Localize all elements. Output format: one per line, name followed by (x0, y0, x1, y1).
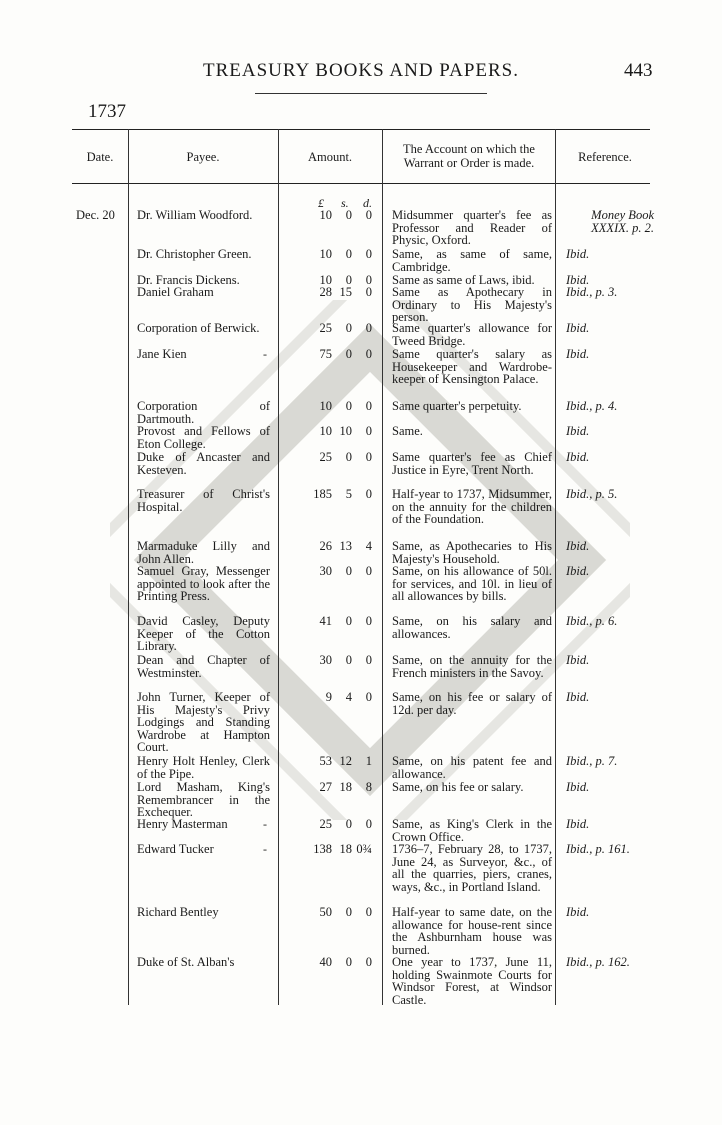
amount-pence: 0 (365, 247, 372, 261)
amount-pounds: 28 (319, 285, 332, 299)
year-label: 1737 (88, 101, 126, 122)
amount-shillings: 0 (345, 955, 352, 969)
amount-shillings: 0 (345, 564, 352, 578)
payee-cell: Corporation of Berwick. (137, 321, 260, 335)
amount-pounds: 10 (319, 247, 332, 261)
amount-pence: 0 (365, 285, 372, 299)
amount-pounds: 40 (319, 955, 332, 969)
reference-cell: Ibid. (566, 905, 590, 919)
amount-pence: 1 (365, 754, 372, 768)
payee-cell: Duke of St. Alban's (137, 955, 235, 969)
amount-pounds: 75 (319, 347, 332, 361)
amount-pence: 0 (365, 955, 372, 969)
amount-pence: 0 (365, 690, 372, 704)
amount-pounds: 25 (319, 817, 332, 831)
amount-pounds: 25 (319, 321, 332, 335)
pence-symbol: d. (363, 196, 372, 210)
account-cell: Same as same of Laws, ibid. (392, 273, 535, 287)
header-payee: Payee. (186, 150, 220, 164)
account-cell: Same, on his patent fee and allowance. (392, 754, 552, 781)
amount-shillings: 10 (339, 424, 352, 438)
amount-shillings: 0 (345, 817, 352, 831)
reference-cell: Ibid., p. 162. (566, 955, 630, 969)
amount-shillings: 4 (345, 690, 352, 704)
column-divider (555, 129, 556, 1005)
amount-pounds: 138 (313, 842, 332, 856)
payee-cell: Edward Tucker (137, 842, 214, 856)
amount-pounds: 50 (319, 905, 332, 919)
payee-cell: Samuel Gray, Messenger appointed to look after the Printing Press. (137, 564, 270, 603)
amount-pence: 0 (365, 347, 372, 361)
amount-pence: 0 (365, 450, 372, 464)
amount-shillings: 0 (345, 614, 352, 628)
payee-cell: Provost and Fellows of Eton College. (137, 424, 270, 451)
amount-shillings: 13 (339, 539, 352, 553)
amount-pounds: 53 (319, 754, 332, 768)
payee-cell: Dr. Francis Dickens. (137, 273, 240, 287)
account-cell: Same, on his fee or salary of 12d. per day. (392, 690, 552, 717)
reference-cell: Ibid. (566, 347, 590, 361)
amount-pence: 0 (365, 208, 372, 222)
account-cell: Same, as Apothecaries to His Majesty's Household. (392, 539, 552, 566)
leader-dash: - (263, 347, 267, 361)
amount-pence: 0 (365, 424, 372, 438)
account-cell: Midsummer quarter's fee as Professor and Reader of Physic, Oxford. (392, 208, 552, 247)
amount-pounds: 10 (319, 208, 332, 222)
account-cell: Same, as King's Clerk in the Crown Office. (392, 817, 552, 844)
amount-pence: 0 (365, 614, 372, 628)
account-cell: Half-year to 1737, Midsummer, on the annuity for the children of the Foundation. (392, 487, 552, 526)
payee-cell: Duke of Ancaster and Kesteven. (137, 450, 270, 477)
reference-cell: Ibid. (566, 450, 590, 464)
header-amount: Amount. (307, 150, 353, 164)
reference-cell: Ibid., p. 6. (566, 614, 618, 628)
amount-pence: 0 (365, 399, 372, 413)
reference-cell: Ibid. (566, 247, 590, 261)
amount-pounds: 30 (319, 564, 332, 578)
reference-cell: Ibid. (566, 424, 590, 438)
amount-shillings: 0 (345, 905, 352, 919)
payee-cell: Marmaduke Lilly and John Allen. (137, 539, 270, 566)
date-cell: Dec. 20 (76, 208, 115, 222)
amount-shillings: 0 (345, 321, 352, 335)
table-top-rule (72, 129, 650, 130)
payee-cell: Dean and Chapter of Westminster. (137, 653, 270, 680)
account-cell: Same, on the annuity for the French ministers in the Savoy. (392, 653, 552, 680)
account-cell: Same quarter's perpetuity. (392, 399, 522, 413)
amount-shillings: 0 (345, 208, 352, 222)
payee-cell: Daniel Graham (137, 285, 214, 299)
reference-cell: Ibid., p. 4. (566, 399, 618, 413)
header-account: The Account on which the Warrant or Order is made. (403, 142, 535, 170)
reference-cell: Ibid. (566, 564, 590, 578)
amount-shillings: 0 (345, 273, 352, 287)
amount-pence: 4 (365, 539, 372, 553)
account-cell: Same, as same of same, Cambridge. (392, 247, 552, 274)
pounds-symbol: £ (318, 196, 324, 210)
amount-shillings: 18 (339, 842, 352, 856)
amount-shillings: 0 (345, 347, 352, 361)
amount-pence: 0 (365, 273, 372, 287)
page-number: 443 (624, 60, 653, 81)
payee-cell: Dr. William Woodford. (137, 208, 253, 222)
amount-shillings: 0 (345, 653, 352, 667)
header-date: Date. (86, 150, 114, 164)
column-divider (382, 129, 383, 1005)
amount-shillings: 0 (345, 399, 352, 413)
account-cell: Same quarter's allowance for Tweed Bridge. (392, 321, 552, 348)
amount-pounds: 185 (313, 487, 332, 501)
amount-pounds: 30 (319, 653, 332, 667)
reference-cell: Ibid., p. 161. (566, 842, 630, 856)
reference-cell: Ibid., p. 3. (566, 285, 618, 299)
amount-pounds: 9 (325, 690, 332, 704)
amount-shillings: 0 (345, 450, 352, 464)
amount-pence: 0 (365, 487, 372, 501)
amount-pounds: 10 (319, 399, 332, 413)
account-cell: Same quarter's salary as Housekeeper and Wardrobe-keeper of Kensington Palace. (392, 347, 552, 386)
payee-cell: Henry Holt Henley, Clerk of the Pipe. (137, 754, 270, 781)
payee-cell: Treasurer of Christ's Hospital. (137, 487, 270, 514)
reference-cell: Ibid. (566, 273, 590, 287)
amount-shillings: 12 (339, 754, 352, 768)
leader-dash: - (263, 842, 267, 856)
amount-shillings: 15 (339, 285, 352, 299)
amount-pence: 0 (365, 905, 372, 919)
amount-pounds: 25 (319, 450, 332, 464)
amount-shillings: 0 (345, 247, 352, 261)
column-divider (128, 129, 129, 1005)
amount-pounds: 26 (319, 539, 332, 553)
account-cell: Same quarter's fee as Chief Justice in Eyre, Trent North. (392, 450, 552, 477)
page-title: TREASURY BOOKS AND PAPERS. (202, 60, 519, 81)
account-cell: Same as Apothecary in Ordinary to His Majesty's person. (392, 285, 552, 324)
amount-pence: 8 (365, 780, 372, 794)
account-cell: Half-year to same date, on the allowance for house-rent since the Ashburnham house was burned. (392, 905, 552, 957)
reference-cell: Ibid. (566, 321, 590, 335)
payee-cell: Henry Masterman (137, 817, 228, 831)
account-cell: 1736–7, February 28, to 1737, June 24, as Surveyor, &c., of all the quarries, piers, cranes, ways, &c., in Portland Island. (392, 842, 552, 894)
column-divider (278, 129, 279, 1005)
amount-shillings: 5 (345, 487, 352, 501)
payee-cell: David Casley, Deputy Keeper of the Cotton Library. (137, 614, 270, 653)
payee-cell: Dr. Christopher Green. (137, 247, 252, 261)
payee-cell: Jane Kien (137, 347, 187, 361)
reference-cell: Ibid., p. 5. (566, 487, 618, 501)
reference-cell: Money Book XXXIX. p. 2. (591, 208, 654, 235)
account-cell: Same, on his allowance of 50l. for services, and 10l. in lieu of all allowances by bills. (392, 564, 552, 603)
payee-cell: Corporation of Dartmouth. (137, 399, 270, 426)
leader-dash: - (263, 817, 267, 831)
amount-pounds: 41 (319, 614, 332, 628)
table-header-rule (72, 183, 650, 184)
reference-cell: Ibid. (566, 817, 590, 831)
payee-cell: Richard Bentley (137, 905, 219, 919)
amount-pence: 0 (365, 321, 372, 335)
account-cell: Same. (392, 424, 423, 438)
reference-cell: Ibid., p. 7. (566, 754, 618, 768)
account-cell: Same, on his fee or salary. (392, 780, 524, 794)
amount-pounds: 27 (319, 780, 332, 794)
reference-cell: Ibid. (566, 653, 590, 667)
amount-shillings: 18 (339, 780, 352, 794)
amount-pounds: 10 (319, 273, 332, 287)
account-cell: Same, on his salary and allowances. (392, 614, 552, 641)
reference-cell: Ibid. (566, 690, 590, 704)
amount-pence: 0 (365, 817, 372, 831)
payee-cell: Lord Masham, King's Remembrancer in the Exchequer. (137, 780, 270, 819)
shillings-symbol: s. (341, 196, 349, 210)
account-cell: One year to 1737, June 11, holding Swainmote Courts for Windsor Forest, at Windsor Castle. (392, 955, 552, 1007)
amount-pence: 0¾ (356, 842, 372, 856)
header-rule (255, 93, 487, 94)
header-reference: Reference. (578, 150, 632, 164)
reference-cell: Ibid. (566, 539, 590, 553)
payee-cell: John Turner, Keeper of His Majesty's Privy Lodgings and Standing Wardrobe at Hampton Court. (137, 690, 270, 754)
amount-pence: 0 (365, 564, 372, 578)
amount-pounds: 10 (319, 424, 332, 438)
reference-cell: Ibid. (566, 780, 590, 794)
amount-pence: 0 (365, 653, 372, 667)
